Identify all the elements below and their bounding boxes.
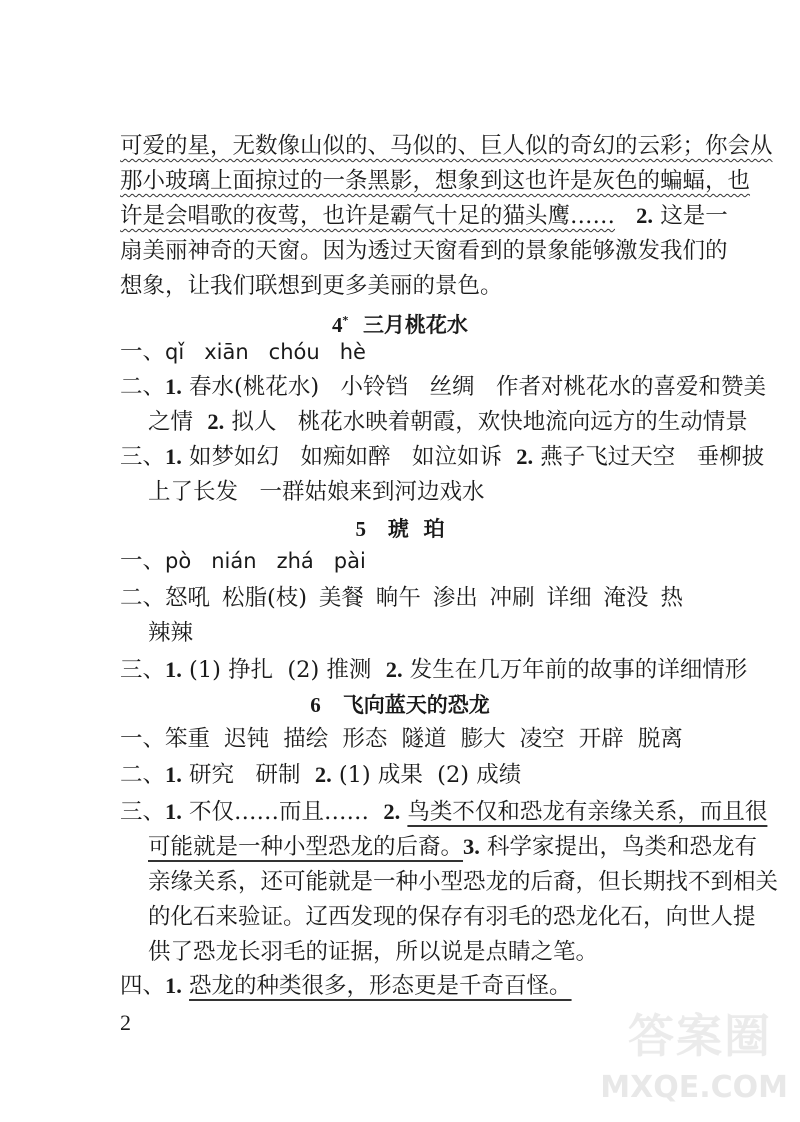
top-line-4-text: 扇美丽神奇的天窗。因为透过天窗看到的景象能够激发我们的 <box>120 238 728 264</box>
top-line-3 <box>120 198 728 234</box>
section-4-q2-text-a: 春水(桃花水) 小铃铛 丝绸 作者对桃花水的喜爱和赞美 <box>189 374 766 400</box>
section-4-q2-text-b1: 之情 <box>148 409 208 435</box>
top-line-5 <box>120 268 503 304</box>
section-5-q2-word: 怒吼 <box>165 585 211 611</box>
section-5-q1-pinyin: pò nián zhá pài <box>165 549 366 573</box>
section-5-q2-word: 渗出 <box>432 585 478 611</box>
section-6-q2-label: 二、 <box>120 762 166 788</box>
section-4-number: 4 <box>332 313 343 337</box>
section-4-q2-num1: 1. <box>165 374 182 399</box>
section-4-q1 <box>120 334 366 370</box>
section-5-q2-word: 晌午 <box>375 585 421 611</box>
section-6-q1-word: 笨重 <box>165 726 211 752</box>
section-6-q3-num3: 3. <box>463 834 480 859</box>
section-5-q2-word: 详细 <box>546 585 592 611</box>
section-6-q1-word: 迟钝 <box>224 726 270 752</box>
section-5-q2-word: 热 <box>660 585 683 611</box>
section-4-q1-label: 一、 <box>120 339 166 365</box>
section-4-q2-label: 二、 <box>120 374 166 400</box>
watermark-url: MXQE.COM <box>600 1070 788 1105</box>
section-6-q4-label: 四、 <box>120 973 166 999</box>
section-5-q2-text-b: 辣辣 <box>148 620 194 646</box>
section-4-q2-text-b2: 拟人 桃花水映着朝霞，欢快地流向远方的生动情景 <box>231 409 748 435</box>
section-6-q3-num1: 1. <box>165 799 182 824</box>
top-line-2-text: 那小玻璃上面掠过的一条黑影，想象到这也许是灰色的蝙蝠，也 <box>120 168 751 194</box>
section-5-q3-num2: 2. <box>385 657 403 682</box>
section-6-q1-label-and-first <box>120 721 210 757</box>
section-4-q3-num1: 1. <box>165 444 182 469</box>
top-line-1 <box>120 128 773 164</box>
section-6-q2-num1: 1. <box>165 762 182 787</box>
section-5-q3-text-a1: (1) 挣扎 (2) 推测 <box>189 657 386 683</box>
page-number: 2 <box>120 1010 131 1035</box>
section-6-q2-text-a2: (1) 成果 (2) 成绩 <box>338 762 522 788</box>
section-6-q3-cont-4 <box>148 934 598 970</box>
section-4-q2-num2: 2. <box>207 409 225 434</box>
section-6-q1-word: 凌空 <box>519 726 565 752</box>
section-5-q2-label-and-first <box>120 580 210 616</box>
section-5-q3 <box>120 652 747 688</box>
section-6-q4-num1: 1. <box>165 973 182 998</box>
section-5-q3-text-a2: 发生在几万年前的故事的详细情形 <box>409 657 748 683</box>
section-6-q1-word: 脱离 <box>637 726 683 752</box>
section-5-q1-label: 一、 <box>120 548 166 574</box>
section-4-q3-cont <box>148 474 484 510</box>
section-6-q1 <box>120 721 683 757</box>
section-4-q3-text-a2: 燕子飞过天空 垂柳披 <box>540 444 765 470</box>
section-6-q1-word: 开辟 <box>578 726 624 752</box>
section-6-q1-word: 膨大 <box>460 726 506 752</box>
section-5-q2-cont <box>148 615 193 651</box>
section-6-heading <box>0 688 800 722</box>
section-6-q3-text-d: 的化石来验证。辽西发现的保存有羽毛的恐龙化石，向世人提 <box>148 904 756 930</box>
section-6-q1-word: 形态 <box>342 726 388 752</box>
section-6-title: 飞向蓝天的恐龙 <box>342 693 490 717</box>
section-4-q2-cont <box>148 404 748 440</box>
section-4-q3 <box>120 439 764 475</box>
section-5-q1 <box>120 543 366 579</box>
section-5-q2-label: 二、 <box>120 585 166 611</box>
section-5-q3-label: 三、 <box>120 657 166 683</box>
section-6-q1-word: 描绘 <box>283 726 329 752</box>
section-4-star: * <box>342 314 349 327</box>
section-6-q3 <box>120 794 767 830</box>
section-5-q2-word: 美餐 <box>318 585 364 611</box>
top-line-3-text-b: 这是一 <box>660 203 728 229</box>
top-line-5-text: 想象，让我们联想到更多美丽的景色。 <box>120 273 503 299</box>
section-6-q3-text-a1: 不仅……而且…… <box>189 799 384 825</box>
section-6-q3-text-e: 供了恐龙长羽毛的证据，所以说是点睛之笔。 <box>148 939 599 965</box>
section-4-q3-num2: 2. <box>516 444 534 469</box>
section-6-q3-text-b2: 科学家提出，鸟类和恐龙有 <box>487 834 758 860</box>
section-5-number: 5 <box>355 517 366 541</box>
section-5-q2-word: 冲刷 <box>489 585 535 611</box>
section-6-q3-label: 三、 <box>120 799 166 825</box>
top-line-3-num: 2. <box>636 203 654 228</box>
top-line-4 <box>120 233 728 269</box>
section-6-q3-text-c: 亲缘关系，还可能就是一种小型恐龙的后裔，但长期找不到相关 <box>148 869 779 895</box>
section-5-title: 琥 珀 <box>387 517 445 541</box>
section-5-q2-word: 淹没 <box>603 585 649 611</box>
section-6-q2 <box>120 757 521 793</box>
section-6-number: 6 <box>310 693 321 717</box>
top-line-2 <box>120 163 750 199</box>
watermark-logo: 答案圈 <box>628 1009 772 1063</box>
section-5-heading <box>0 512 800 546</box>
section-4-q3-text-b: 上了长发 一群姑娘来到河边戏水 <box>148 479 485 505</box>
section-6-q1-word: 隧道 <box>401 726 447 752</box>
section-4-q2 <box>120 369 766 405</box>
section-4-q3-label: 三、 <box>120 444 166 470</box>
section-6-q2-text-a1: 研究 研制 <box>189 762 315 788</box>
section-6-q3-cont-1 <box>148 829 757 865</box>
section-6-q3-cont-2 <box>148 864 778 900</box>
section-6-q3-num2: 2. <box>383 799 401 824</box>
top-line-3-text-a: 许是会唱歌的夜莺，也许是霸气十足的猫头鹰…… <box>120 203 616 229</box>
section-4-q1-pinyin: qǐ xiān chóu hè <box>165 340 366 364</box>
section-6-q4 <box>120 968 572 1004</box>
section-6-q1-label: 一、 <box>120 726 166 752</box>
section-6-q3-text-a2: 鸟类不仅和恐龙有亲缘关系，而且很 <box>407 799 768 825</box>
section-6-q2-num2: 2. <box>314 762 332 787</box>
top-line-1-text: 可爱的星，无数像山似的、马似的、巨人似的奇幻的云彩；你会从 <box>120 133 773 159</box>
section-6-q4-text: 恐龙的种类很多，形态更是千奇百怪。 <box>189 973 572 999</box>
section-6-q3-cont-3 <box>148 899 756 935</box>
section-5-q3-num1: 1. <box>165 657 182 682</box>
section-4-q3-text-a1: 如梦如幻 如痴如醉 如泣如诉 <box>189 444 517 470</box>
section-4-title: 三月桃花水 <box>362 313 468 337</box>
section-5-q2-word: 松脂(枝) <box>221 585 307 611</box>
section-6-q3-text-b1: 可能就是一种小型恐龙的后裔。 <box>148 834 464 860</box>
section-5-q2 <box>120 580 683 616</box>
watermark <box>598 1000 788 1118</box>
